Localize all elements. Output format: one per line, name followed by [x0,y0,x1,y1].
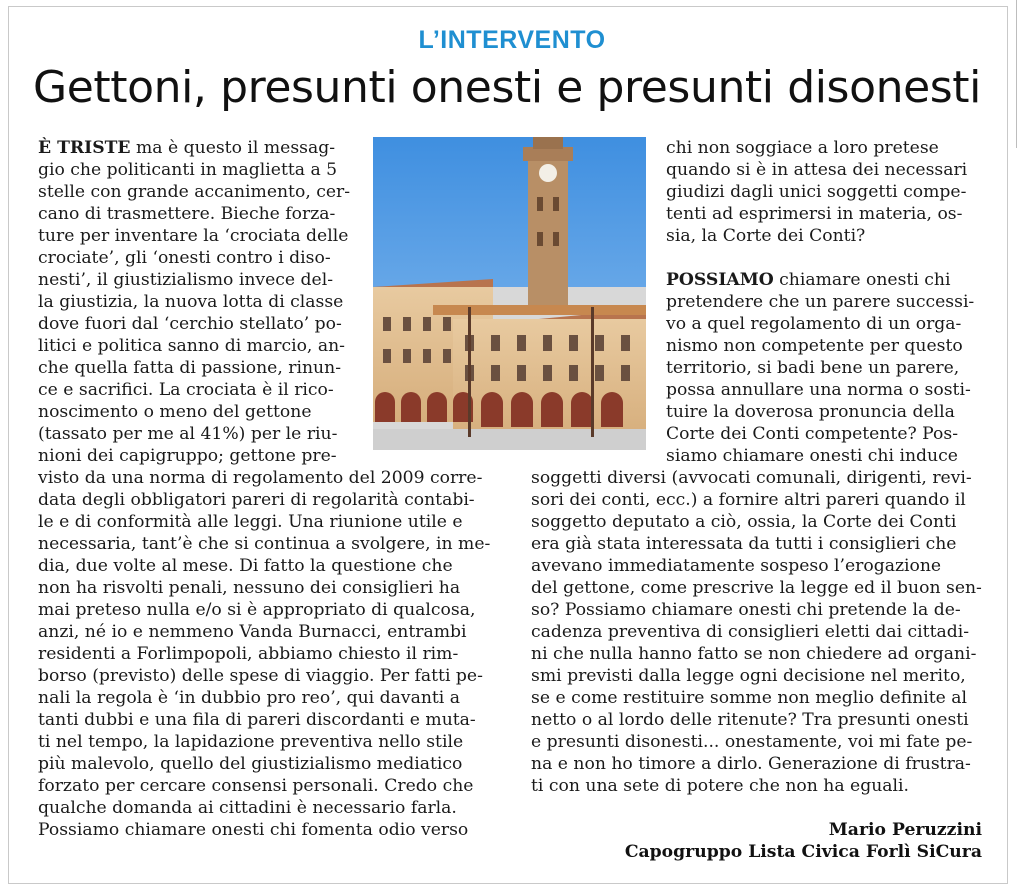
text-line: tanti dubbi e una fila di pareri discordanti e muta- [38,710,476,730]
text-line: tenti ad esprimersi in materia, os- [666,204,963,224]
text-line: Possiamo chiamare onesti chi fomenta odio verso [38,820,469,840]
text-line: È TRISTE ma è questo il messag- [38,138,336,158]
text-line: era già stata interessata da tutti i consiglieri che [531,534,957,554]
text-line: soggetti diversi (avvocati comunali, dirigenti, revi- [531,468,972,488]
text-line: dove fuori dal ‘cerchio stellato’ po- [38,314,342,334]
text-line: dia, due volte al mese. Di fatto la questione che [38,556,453,576]
text-line: ti nel tempo, la lapidazione preventiva nello stile [38,732,464,752]
text-line: territorio, si badi bene un parere, [666,358,960,378]
text-line: vo a quel regolamento di un orga- [666,314,962,334]
text-line: chi non soggiace a loro pretese [666,138,939,158]
text-line: nismo non competente per questo [666,336,963,356]
text-line: e presunti disonesti... onestamente, voi mi fate pe- [531,732,973,752]
text-line: cadenza preventiva di consiglieri eletti dai cittadi- [531,622,970,642]
text-line: possa annullare una norma o sosti- [666,380,971,400]
text-line: ce e sacrifici. La crociata è il rico- [38,380,334,400]
text-line: le e di conformità alle leggi. Una riunione utile e [38,512,463,532]
text-line: (tassato per me al 41%) per le riu- [38,424,338,444]
text-line: POSSIAMO chiamare onesti chi [666,270,951,290]
text-line: crociate’, gli ‘onesti contro i diso- [38,248,331,268]
text-line: che quella fatta di passione, rinun- [38,358,342,378]
text-line: del gettone, come prescrive la legge ed il buon sen- [531,578,982,598]
text-line: non ha risvolti penali, nessuno dei consiglieri ha [38,578,461,598]
text-line: pretendere che un parere successi- [666,292,975,312]
text-line: netto o al lordo delle ritenute? Tra presunti onesti [531,710,969,730]
text-line: noscimento o meno del gettone [38,402,312,422]
article-headline: Gettoni, presunti onesti e presunti disonesti [33,62,981,113]
text-line: mai preteso nulla e/o si è appropriato di qualcosa, [38,600,476,620]
text-line: sia, la Corte dei Conti? [666,226,866,246]
text-line: la giustizia, la nuova lotta di classe [38,292,344,312]
text-line: avevano immediatamente sospeso l’erogazione [531,556,942,576]
text-line: più malevolo, quello del giustizialismo mediatico [38,754,463,774]
text-line: forzato per cercare consensi personali. Credo che [38,776,474,796]
text-line: cano di trasmettere. Bieche forza- [38,204,336,224]
lead-word: POSSIAMO [666,270,774,290]
text-line: na e non ho timore a dirlo. Generazione di frustra- [531,754,971,774]
section-kicker: L’INTERVENTO [418,26,606,54]
text-line: quando si è in attesa dei necessari [666,160,968,180]
text-line: ti con una sete di potere che non ha eguali. [531,776,910,796]
text-line: tuire la doverosa pronuncia della [666,402,955,422]
text-line: gio che politicanti in maglietta a 5 [38,160,338,180]
text-line: residenti a Forlimpopoli, abbiamo chiesto il rim- [38,644,459,664]
page-edge-line [1016,0,1024,148]
text-line: siamo chiamare onesti chi induce [666,446,958,466]
text-line: sori dei conti, ecc.) a fornire altri pareri quando il [531,490,966,510]
text-line: so? Possiamo chiamare onesti chi pretende la de- [531,600,961,620]
author-name: Mario Peruzzini [828,820,982,840]
text-line: visto da una norma di regolamento del 2009 corre- [38,468,483,488]
town-hall-photo [373,137,646,450]
text-line: stelle con grande accanimento, cer- [38,182,351,202]
text-line: necessaria, tant’è che si continua a svolgere, in me- [38,534,491,554]
text-line: borso (previsto) delle spese di viaggio. Per fatti pe- [38,666,483,686]
text-line: giudizi dagli unici soggetti compe- [666,182,967,202]
text-line: nesti’, il giustizialismo invece del- [38,270,334,290]
text-line: qualche domanda ai cittadini è necessario farla. [38,798,457,818]
text-line: se e come restituire somme non meglio definite al [531,688,968,708]
text-line: data degli obbligatori pareri di regolarità contabi- [38,490,475,510]
text-line: litici e politica sanno di marcio, an- [38,336,345,356]
text-line: nali la regola è ‘in dubbio pro reo’, qui davanti a [38,688,461,708]
text-line: smi previsti dalla legge ogni decisione nel merito, [531,666,966,686]
lead-word: È TRISTE [38,138,131,158]
text-line: nioni dei capigruppo; gettone pre- [38,446,337,466]
text-line: ni che nulla hanno fatto se non chiedere ad organi- [531,644,977,664]
text-line: soggetto deputato a ciò, ossia, la Corte dei Conti [531,512,957,532]
text-line: anzi, né io e nemmeno Vanda Burnacci, entrambi [38,622,467,642]
author-role: Capogruppo Lista Civica Forlì SiCura [624,842,982,862]
text-line: Corte dei Conti competente? Pos- [666,424,959,444]
text-line: ture per inventare la ‘crociata delle [38,226,349,246]
